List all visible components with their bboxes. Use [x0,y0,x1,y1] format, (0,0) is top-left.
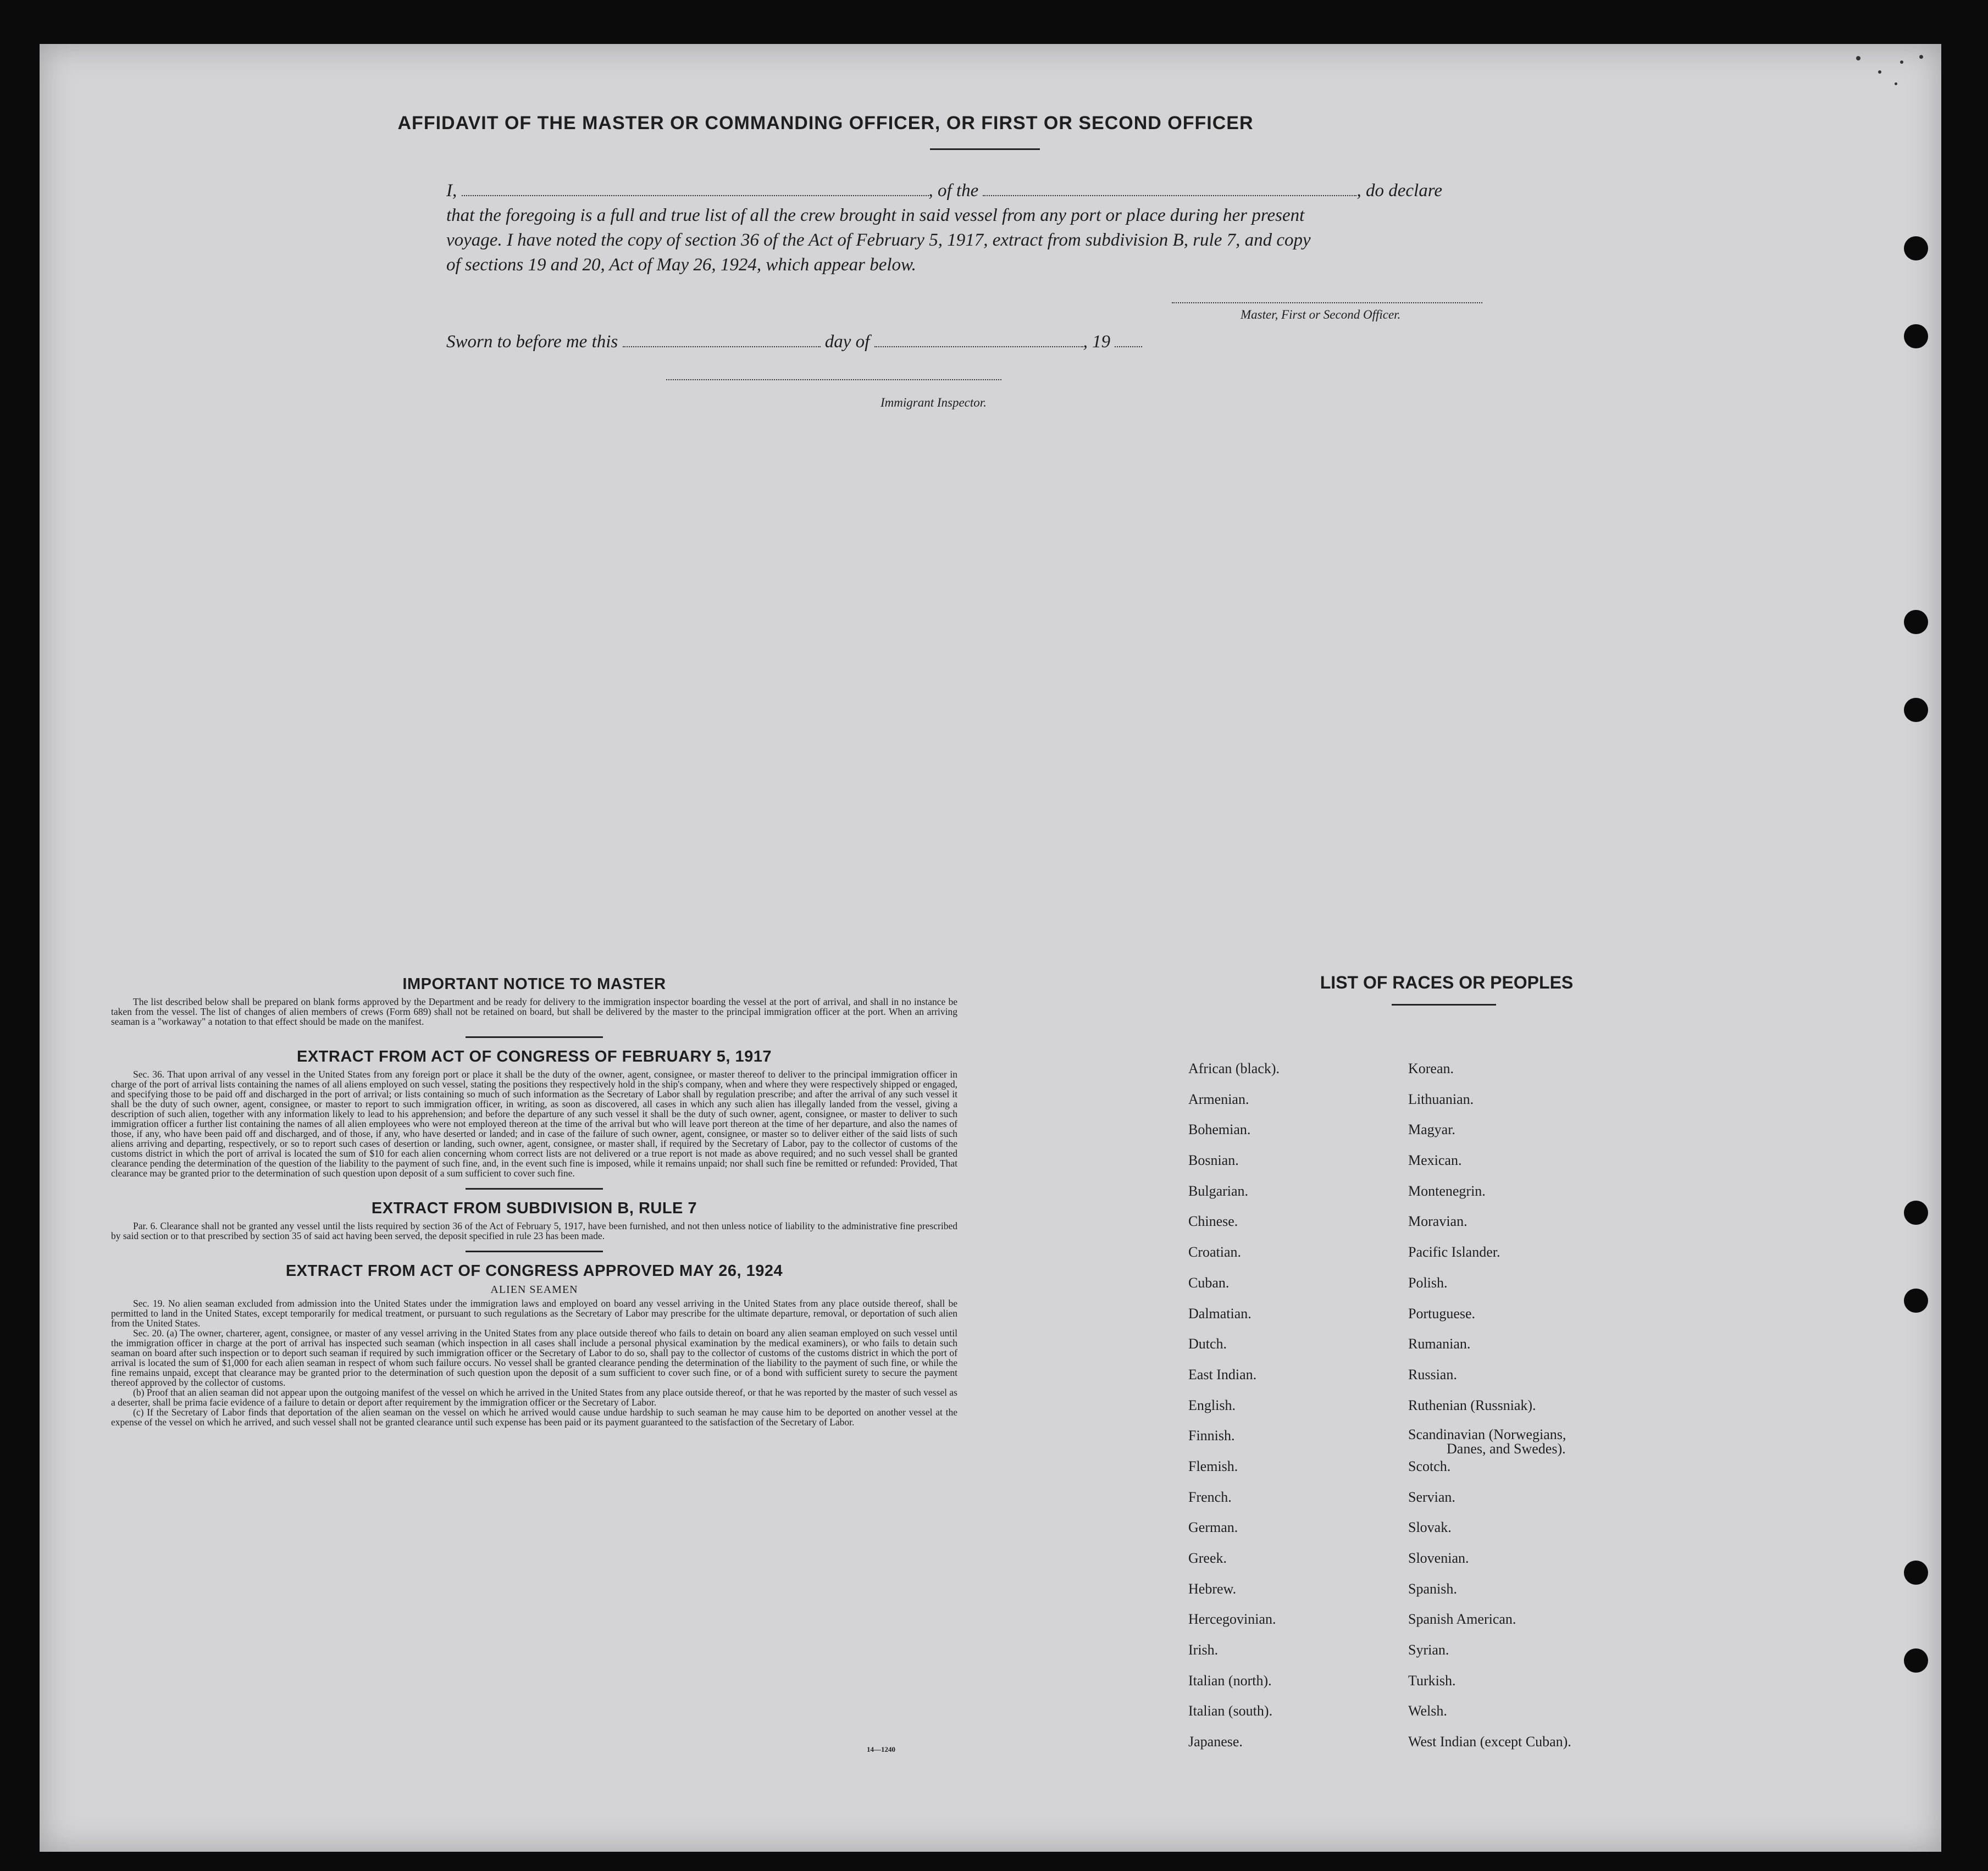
extract-rule7-body: Par. 6. Clearance shall not be granted any vessel until the lists required by section 36 of the Act of February 5, 1917, have been furnished, and not then unless notice of liability to the administrative fine prescribed by said section or to that prescribed by section 35 of said act having been served, the deposit specified in rule 23 has been made. [111,1220,957,1241]
race-item: Cuban. [1188,1274,1230,1291]
extract-rule7-title: EXTRACT FROM SUBDIVISION B, RULE 7 [371,1200,697,1217]
races-title-rule [1392,1004,1496,1006]
races-title: LIST OF RACES OR PEOPLES [1320,973,1574,992]
notice-title: IMPORTANT NOTICE TO MASTER [402,975,666,993]
race-item: Greek. [1188,1550,1227,1566]
affidavit-of-the: , of the [928,181,979,201]
notice-body: The list described below shall be prepared on blank forms approved by the Department and be ready for delivery to the immigration inspector boarding the vessel at the port of arrival, and shall in no instance be taken from the vessel. The list of changes of alien members of crews (Form 689) shall not be retained on board, but shall be delivered by the master to the principal immigration officer at the port. When an arriving seaman is a "workaway" a notation to that effect should be made on the manifest. [111,996,957,1027]
scan-speck [1878,70,1881,74]
document-page [40,44,1941,1852]
race-item: German. [1188,1519,1238,1536]
year-prefix: , 19 [1083,332,1111,352]
inspector-caption: Immigrant Inspector. [881,396,987,409]
sworn-day-blank[interactable] [623,346,821,347]
punch-hole [1904,1201,1928,1225]
punch-hole [1904,1561,1928,1585]
punch-hole [1904,1648,1928,1673]
inspector-signature-line[interactable] [666,379,1001,380]
race-item: Japanese. [1188,1734,1243,1750]
sworn-year-blank[interactable] [1115,346,1142,347]
scan-speck [1900,60,1903,64]
extract-1924-sec20b: (b) Proof that an alien seaman did not appear upon the outgoing manifest of the vessel on which he arrived in the United States from any place outside thereof, or that he was reported by the master of such vessel as a deserter, shall be prima facie evidence of a failure to detain or deport after requirement by the immigration officer or the Secretary of Labor. [111,1387,957,1408]
sworn-line [446,330,1326,354]
race-item: Rumanian. [1408,1336,1471,1352]
sworn-month-blank[interactable] [874,346,1083,347]
master-signature-line[interactable] [1172,302,1482,303]
race-item: Slovenian. [1408,1550,1469,1566]
race-item: Spanish American. [1408,1611,1516,1628]
race-item-label: Scandinavian (Norwegians, [1408,1426,1566,1443]
race-item: Turkish. [1408,1672,1456,1689]
form-number: 14—1240 [867,1745,895,1753]
race-item: Croatian. [1188,1244,1242,1261]
race-item: West Indian (except Cuban). [1408,1734,1571,1750]
race-item: Slovak. [1408,1519,1452,1536]
races-right-column [1408,1061,1571,1764]
sworn-text: Sworn to before me this [446,332,618,352]
race-item: Bulgarian. [1188,1182,1249,1199]
punch-hole [1904,236,1928,260]
race-item: Montenegrin. [1408,1182,1486,1199]
race-item: Chinese. [1188,1213,1238,1230]
section-rule [466,1251,603,1252]
race-item: Ruthenian (Russniak). [1408,1397,1536,1413]
race-item: Moravian. [1408,1213,1468,1230]
race-item: Flemish. [1188,1458,1238,1474]
notice-section [111,975,957,1427]
name-blank[interactable] [462,195,929,196]
extract-1917-body: Sec. 36. That upon arrival of any vessel in the United States from any foreign port or place it shall be the duty of the owner, agent, consignee, or master thereof to deliver to the principal immigration officer in charge of the port of arrival lists containing the names of all aliens employed on such vessel, stating the positions they respectively hold in the ship's company, when and where they were respectively shipped or engaged, and specifying those to be paid off and discharged in the port of arrival; or lists containing so much of such information as the Secretary of Labor shall by regulation prescribe; and after the arrival of any such vessel it shall be the duty of such owner, agent, consignee, or master to report to such immigration officer, in writing, as soon as discovered, all cases in which any such alien has illegally landed from the vessel, giving a description of such alien, together with any information likely to lead to his apprehension; and before the departure of any such vessel it shall be the duty of such owner, agent, consignee, or master to deliver to such immigration officer a further list containing the names of all alien employees who were not employed thereon at the time of the arrival but who will leave port thereon at the time of her departure, and also the names of those, if any, who have been paid off and discharged, and of those, if any, who have deserted or landed; and in case of the failure of such owner, agent, consignee, or master so to deliver either of the said lists of such aliens arriving and departing, respectively, or so to report such cases of desertion or landing, such owner, agent, consignee, or master shall, if required by the Secretary of Labor, pay to the collector of customs of the customs district in which the port of arrival is located the sum of $10 for each alien concerning whom correct lists are not delivered or a true report is not made as above required; and no such vessel shall be granted clearance pending the determination of the question of the liability to the payment of such fine, and, in the event such fine is imposed, while it remains unpaid; nor shall such fine be remitted or refunded: Provided, That clearance may be granted prior to the determination of such question upon deposit of a sum sufficient to cover such fine. [111,1069,957,1179]
races-left-column [1188,1061,1280,1764]
scan-speck [1919,55,1923,59]
race-item-continuation: Danes, and Swedes). [1447,1441,1566,1457]
affidavit-body [446,179,1579,277]
punch-hole [1904,698,1928,722]
affidavit-do-declare: , do declare [1356,181,1442,201]
race-item: Hercegovinian. [1188,1611,1276,1628]
affidavit-line-4: of sections 19 and 20, Act of May 26, 1924, which appear below. [446,255,916,275]
race-item: Servian. [1408,1489,1455,1505]
race-item: Russian. [1408,1366,1457,1383]
scan-speck [1895,82,1897,85]
race-item: Armenian. [1188,1091,1249,1107]
race-item: Finnish. [1188,1428,1235,1444]
affidavit-title: AFFIDAVIT OF THE MASTER OR COMMANDING OFFICER, OR FIRST OR SECOND OFFICER [397,113,1254,134]
race-item: Italian (south). [1188,1703,1273,1719]
race-item: Welsh. [1408,1703,1447,1719]
affidavit-line-3: voyage. I have noted the copy of section 36 of the Act of February 5, 1917, extract from subdivision B, rule 7, and copy [446,230,1311,250]
extract-1924-title: EXTRACT FROM ACT OF CONGRESS APPROVED MAY 26, 1924 [285,1262,783,1280]
race-item: Bosnian. [1188,1152,1239,1169]
race-item: Bohemian. [1188,1122,1251,1138]
extract-1924-sec20a: Sec. 20. (a) The owner, charterer, agent, consignee, or master of any vessel arriving in the United States from any place outside thereof who fails to detain on board any alien seaman employed on such vessel until the immigration officer in charge at the port of arrival has inspected such seaman (which inspection in all cases shall include a personal physical examination by the medical examiners), or who fails to detain such seaman on board after such inspection or to deport such seaman if required by such immigration officer or the Secretary of Labor to do so, shall pay to the collector of customs of the customs district in which the port of arrival is located the sum of $1,000 for each alien seaman in respect of whom such failure occurs. No vessel shall be granted clearance pending the determination of the liability to the payment of such fine, or while the fine remains unpaid, except that clearance may be granted prior to the determination of such question upon the deposit of a sum sufficient to cover such fine, or of a bond with sufficient surety to secure the payment thereof approved by the collector of customs. [111,1328,957,1388]
affidavit-line-2: that the foregoing is a full and true list of all the crew brought in said vessel from any port or place during her present [446,206,1305,225]
race-item: Korean. [1408,1061,1454,1076]
race-item: Dutch. [1188,1336,1227,1352]
punch-hole [1904,610,1928,634]
race-item: Syrian. [1408,1642,1449,1658]
race-item: English. [1188,1397,1236,1413]
punch-hole [1904,324,1928,348]
race-item: African (black). [1188,1061,1280,1076]
race-item: Spanish. [1408,1580,1457,1597]
affidavit-i-label: I, [446,181,457,201]
race-item: Lithuanian. [1408,1091,1474,1107]
master-caption: Master, First or Second Officer. [1241,308,1401,321]
race-item: Magyar. [1408,1122,1455,1138]
race-item: Portuguese. [1408,1305,1476,1322]
race-item: East Indian. [1188,1366,1257,1383]
section-rule [466,1036,603,1038]
day-of-text: day of [824,332,870,352]
title-rule [930,148,1040,150]
race-item: Scotch. [1408,1458,1451,1474]
race-item: Italian (north). [1188,1672,1272,1689]
race-item: Polish. [1408,1274,1448,1291]
extract-1917-title: EXTRACT FROM ACT OF CONGRESS OF FEBRUARY 5, 1917 [296,1048,772,1065]
extract-1924-sec19: Sec. 19. No alien seaman excluded from admission into the United States under the immigration laws and employed on board any vessel arriving in the United States from any place outside thereof, shall be permitted to land in the United States, except temporarily for medical treatment, or pursuant to such regulations as the Secretary of Labor may prescribe for the ultimate departure, removal, or deportation of such alien from the United States. [111,1298,957,1329]
extract-1924-subtitle: ALIEN SEAMEN [490,1284,578,1296]
race-item: Pacific Islander. [1408,1244,1500,1261]
race-item: Dalmatian. [1188,1305,1252,1322]
scan-speck [1856,56,1860,60]
race-item-scandinavian [1408,1428,1571,1458]
section-rule [466,1188,603,1190]
extract-1924-sec20c: (c) If the Secretary of Labor finds that deportation of the alien seaman on the vessel on which he arrived would cause undue hardship to such seaman he may cause him to be deported on another vessel at the expense of the vessel on which he arrived, and such vessel shall not be granted clearance until such expense has been paid or its payment guaranteed to the satisfaction of the Secretary of Labor. [111,1407,957,1428]
affidavit-line-1 [446,179,1579,203]
race-item: French. [1188,1489,1232,1505]
race-item: Mexican. [1408,1152,1462,1169]
race-item: Irish. [1188,1642,1219,1658]
race-item: Hebrew. [1188,1580,1237,1597]
vessel-blank[interactable] [983,195,1356,196]
punch-hole [1904,1289,1928,1313]
